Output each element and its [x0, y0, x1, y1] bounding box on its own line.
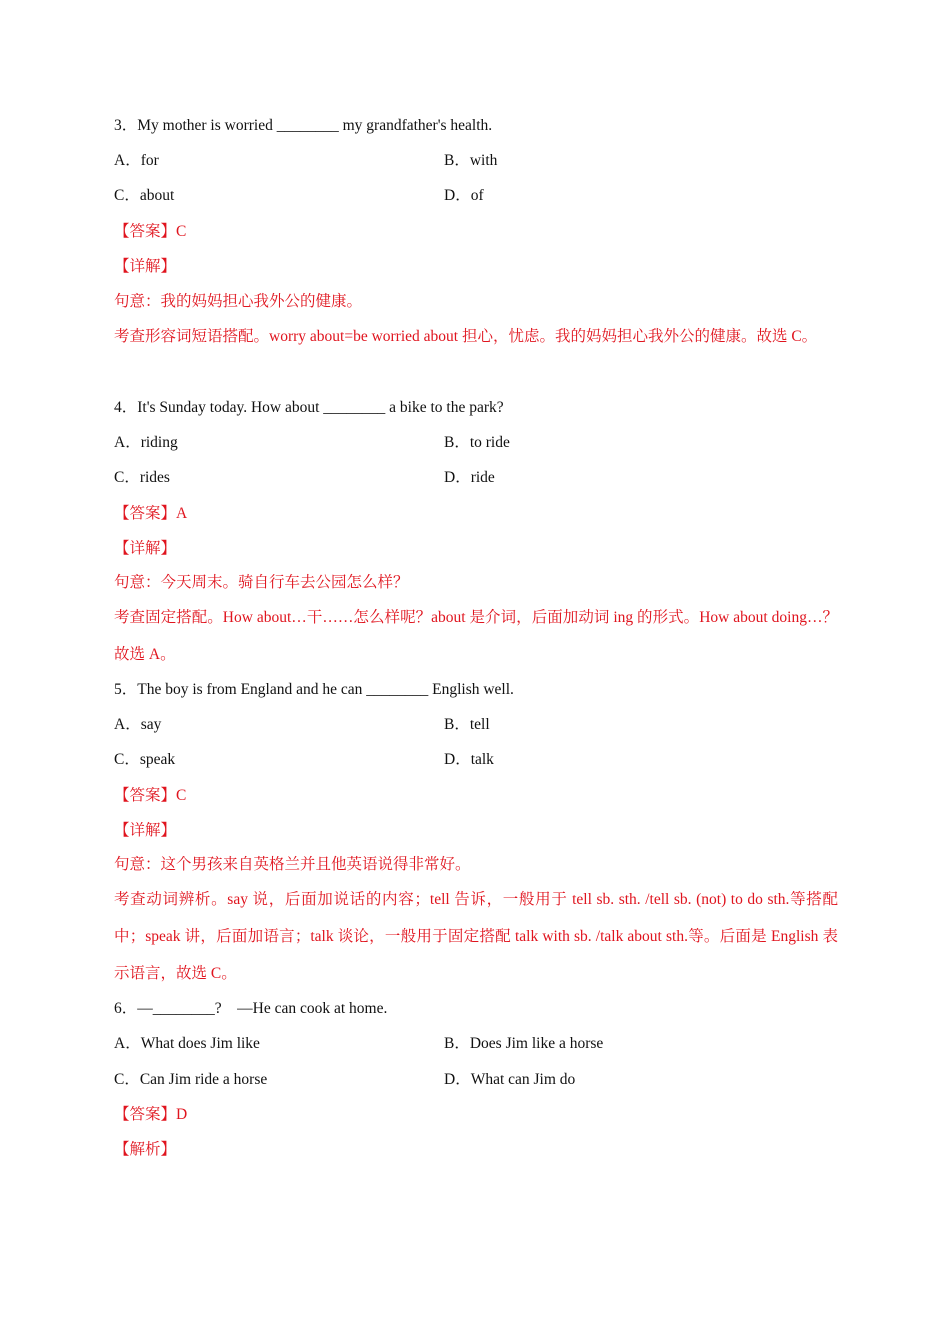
question-5-option-b: B．tell [444, 716, 490, 733]
question-3-analysis: 考查形容词短语搭配。worry about=be worried about 担心，忧虑。我的妈妈担心我外公的健康。故选 C。 [114, 328, 818, 345]
question-6-option-a: A．What does Jim like [114, 1035, 260, 1052]
question-5-stem: 5．The boy is from England and he can ________ English well. [114, 681, 514, 698]
question-6-stem: 6．—________? —He can cook at home. [114, 1000, 388, 1017]
question-3-option-a: A．for [114, 152, 159, 169]
question-3-answer: 【答案】C [114, 223, 187, 240]
question-5-option-d: D．talk [444, 751, 494, 768]
question-5-answer: 【答案】C [114, 787, 187, 804]
question-5-option-a: A．say [114, 716, 162, 733]
question-6-option-b: B．Does Jim like a horse [444, 1035, 604, 1052]
question-3-option-b: B．with [444, 152, 498, 169]
question-6-option-d: D．What can Jim do [444, 1071, 576, 1088]
question-6-answer: 【答案】D [114, 1106, 188, 1123]
question-4-option-a: A．riding [114, 434, 178, 451]
question-4-option-d: D．ride [444, 469, 495, 486]
question-4-detail-label: 【详解】 [114, 540, 177, 557]
question-3-option-c: C．about [114, 187, 175, 204]
question-4-option-c: C．rides [114, 469, 170, 486]
question-4-option-b: B．to ride [444, 434, 510, 451]
question-3-detail-label: 【详解】 [114, 258, 177, 275]
question-5-detail-label: 【详解】 [114, 822, 177, 839]
question-4-meaning: 句意：今天周末。骑自行车去公园怎么样？ [114, 574, 409, 591]
question-4-answer: 【答案】A [114, 505, 188, 522]
question-3-option-d: D．of [444, 187, 484, 204]
question-3-stem: 3．My mother is worried ________ my grandfather's health. [114, 117, 493, 134]
question-5-option-c: C．speak [114, 751, 176, 768]
question-4-stem: 4．It's Sunday today. How about ________ a bike to the park? [114, 399, 504, 416]
question-5-meaning: 句意：这个男孩来自英格兰并且他英语说得非常好。 [114, 856, 471, 873]
question-6-option-c: C．Can Jim ride a horse [114, 1071, 268, 1088]
question-6-analysis-label: 【解析】 [114, 1141, 177, 1158]
question-4-analysis: 考查固定搭配。How about…干……怎么样呢？about 是介词，后面加动词 ing 的形式。How about doing…？故选 A。 [114, 609, 838, 663]
question-5-analysis: 考查动词辨析。say 说，后面加说话的内容；tell 告诉，一般用于 tell sb. sth. /tell sb. (not) to do sth.等搭配中；speak 讲，后面加语言；talk 谈论，一般用于固定搭配 talk with sb. /talk about sth.等。后面是 English 表示语言，故选 C。 [114, 891, 838, 982]
question-3-meaning: 句意：我的妈妈担心我外公的健康。 [114, 293, 363, 310]
